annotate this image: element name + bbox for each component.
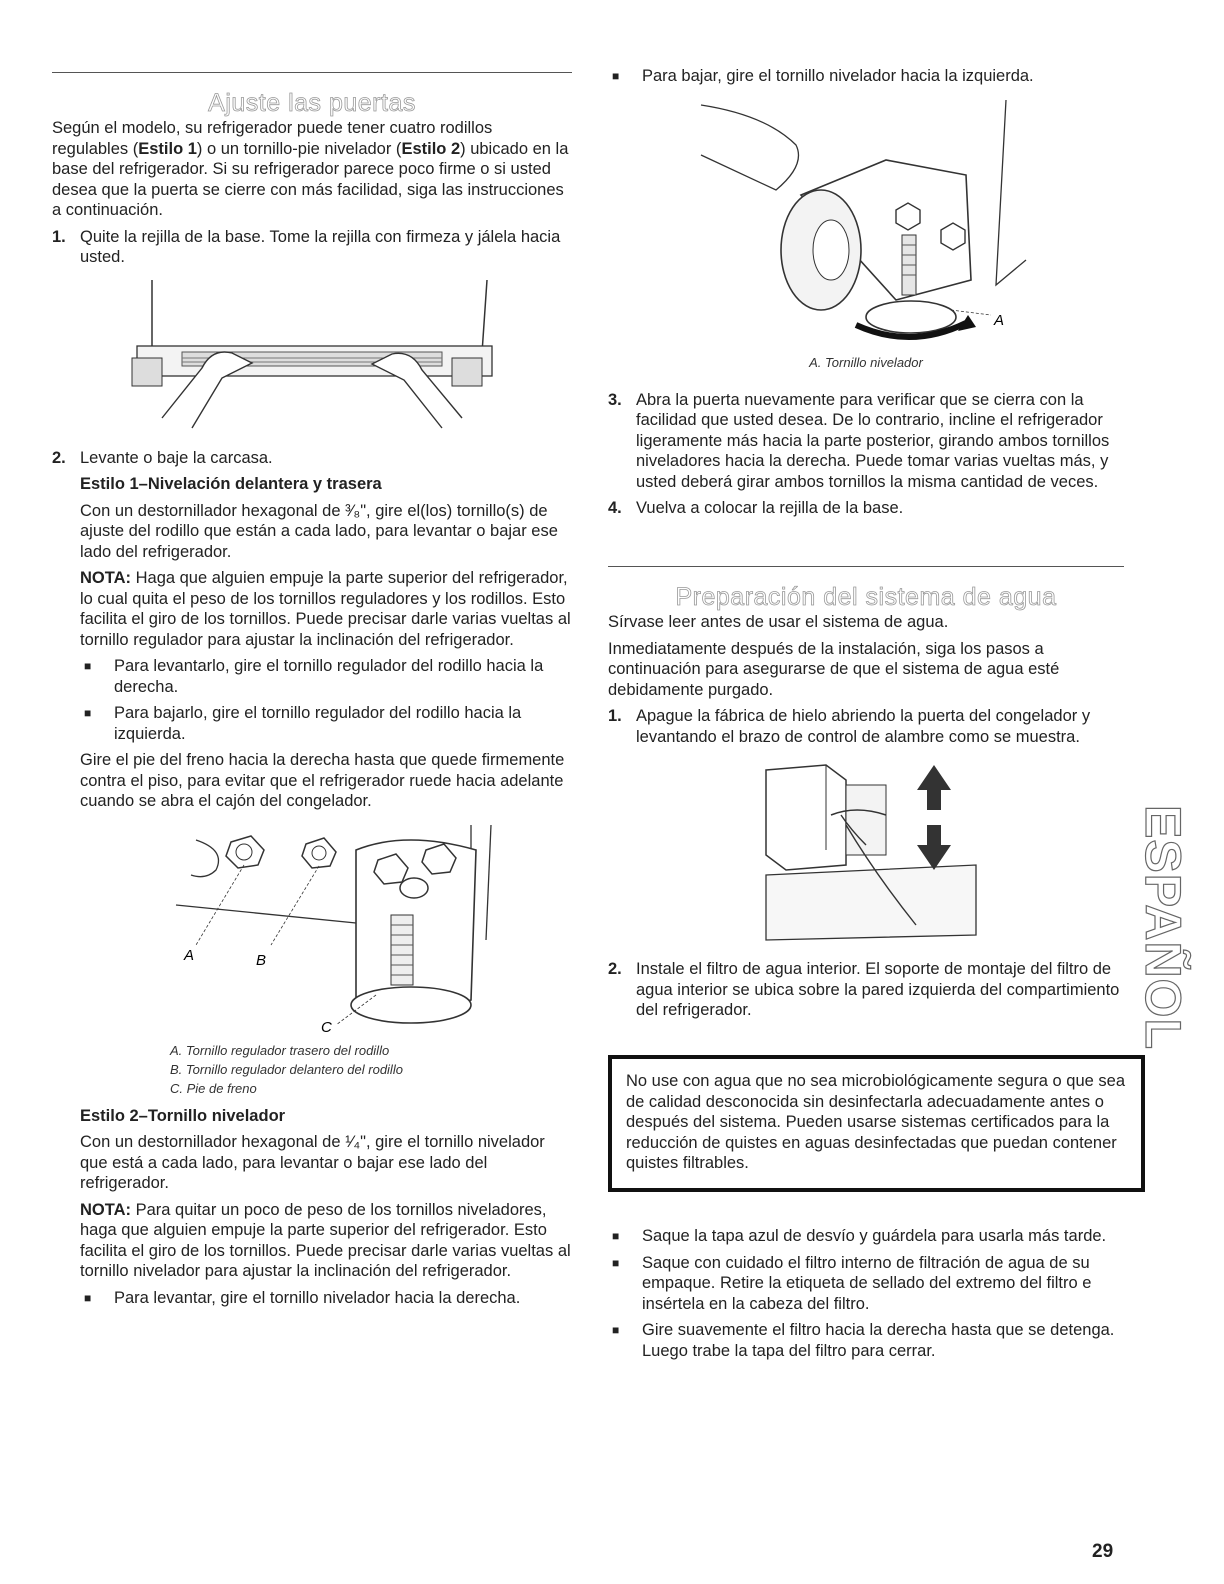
right-column-top	[608, 66, 1124, 525]
step-4: 4. Vuelva a colocar la rejilla de la base.	[608, 499, 904, 517]
nota-2: NOTA: Para quitar un poco de peso de los tornillos niveladores, haga que alguien empuje la parte superior del refrigerador. Esto facilita el giro de los tornillos. Puede precisar darle varias vueltas al tornillo nivelador para ajustar la inclinación del refrigerador.	[80, 1200, 571, 1280]
warning-box: No use con agua que no sea microbiológicamente segura o que sea de calidad desconocida sin desinfectarla adecuadamente antes o después del sistema. Pueden usarse sistemas certificados para la reducción de quistes en aguas desinfectadas que puedan contener quistes filtrables.	[608, 1055, 1145, 1192]
right-column-water	[608, 582, 1124, 1027]
fig-caption: A. Tornillo regulador trasero del rodillo B. Tornillo regulador delantero del rodillo C. Pie de freno	[170, 1042, 403, 1096]
section-title-ajuste: Ajuste las puertas	[208, 89, 416, 117]
intro-paragraph: Según el modelo, su refrigerador puede tener cuatro rodillos regulables (Estilo 1) o un tornillo-pie nivelador (Estilo 2) ubicado en la base del refrigerador. Si su refrigerador parece poco firme o si usted desea que la puerta se cierre con más facilidad, siga las instrucciones a continuación.	[52, 119, 569, 219]
fig-caption: A. Tornillo nivelador	[809, 354, 923, 370]
step-2: 2. Levante o baje la carcasa.	[52, 448, 273, 467]
fig-label-a: A	[184, 946, 195, 964]
grille-removal-illustration	[122, 278, 502, 438]
water-step-1: 1. Apague la fábrica de hielo abriendo la puerta del congelador y levantando el brazo de control de alambre como se muestra.	[608, 707, 1091, 746]
bullet-item: ■ Gire suavemente el filtro hacia la derecha hasta que se detenga. Luego trabe la tapa del filtro para cerrar.	[612, 1321, 1115, 1360]
estilo1-text: Con un destornillador hexagonal de ³⁄₈", gire el(los) tornillo(s) de ajuste del rodillo que están a cada lado, para levantar o bajar ese lado del refrigerador.	[80, 501, 558, 561]
estilo1-block	[52, 474, 572, 1308]
left-column	[52, 88, 572, 1314]
estilo1-heading: Estilo 1–Nivelación delantera y trasera	[80, 475, 382, 493]
left-section-rule	[52, 72, 572, 73]
immediately-text: Inmediatamente después de la instalación, siga los pasos a continuación para asegurarse de que el sistema de agua esté debidamente purgado.	[608, 639, 1060, 699]
fig-label-a: A	[994, 311, 1005, 329]
section-title-agua: Preparación del sistema de agua	[675, 583, 1057, 611]
estilo2-heading: Estilo 2–Tornillo nivelador	[80, 1106, 286, 1125]
page-number: 29	[1092, 1541, 1114, 1562]
bullet-item: ■ Para levantar, gire el tornillo nivelador hacia la derecha.	[84, 1288, 521, 1307]
bullet-item: ■ Para levantarlo, gire el tornillo regulador del rodillo hacia la derecha.	[84, 657, 544, 696]
ice-maker-arm-illustration	[746, 755, 986, 945]
fig-label-c: C	[321, 1018, 332, 1035]
read-first: Sírvase leer antes de usar el sistema de agua.	[608, 613, 949, 631]
leveling-screw-illustration	[696, 95, 1036, 345]
nota-1: NOTA: Haga que alguien empuje la parte superior del refrigerador, lo cual quita el peso de los tornillos reguladores y los rodillos. Esto facilita el giro de los tornillos. Puede precisar darle varias vueltas al tornillo regulador para ajustar la inclinación del refrigerador.	[80, 569, 571, 649]
fig-label-b: B	[256, 951, 267, 969]
bullet-item: ■ Para bajarlo, gire el tornillo regulador del rodillo hacia la izquierda.	[84, 704, 522, 743]
bullet-item: ■ Saque con cuidado el filtro interno de filtración de agua de su empaque. Retire la etiqueta de sellado del extremo del filtro e insértela en la cabeza del filtro.	[612, 1253, 1092, 1313]
step-3: 3. Abra la puerta nuevamente para verificar que se cierra con la facilidad que usted desea. De lo contrario, incline el refrigerador ligeramente más hacia la parte posterior, girando ambos tornillos niveladores hacia la derecha. Puede tomar varias vueltas más, y usted deberá girar ambos tornillos la misma cantidad de veces.	[608, 390, 1110, 491]
language-side-tab	[1126, 795, 1196, 1065]
water-step-2: 2. Instale el filtro de agua interior. El soporte de montaje del filtro de agua interior se ubica sobre la pared izquierda del compartimiento del refrigerador.	[608, 960, 1120, 1019]
bullet-item: ■ Saque la tapa azul de desvío y guárdela para usarla más tarde.	[612, 1227, 1107, 1245]
right-section-rule	[608, 566, 1124, 567]
step-1: 1. Quite la rejilla de la base. Tome la rejilla con firmeza y jálela hacia usted.	[52, 227, 561, 266]
right-column-bottom	[608, 1226, 1124, 1367]
estilo2-text: Con un destornillador hexagonal de ¹⁄₄", gire el tornillo nivelador que está a cada lado, para levantar o bajar ese lado del refrigerador.	[80, 1133, 545, 1192]
bullet-item: ■ Para bajar, gire el tornillo nivelador hacia la izquierda.	[612, 67, 1034, 85]
brake-text: Gire el pie del freno hacia la derecha hasta que quede firmemente contra el piso, para evitar que el refrigerador ruede hacia adelante cuando se abra el cajón del congelador.	[80, 751, 565, 810]
side-tab-text: ESPAÑOL	[1135, 805, 1191, 1050]
roller-adjust-illustration	[146, 820, 506, 1035]
